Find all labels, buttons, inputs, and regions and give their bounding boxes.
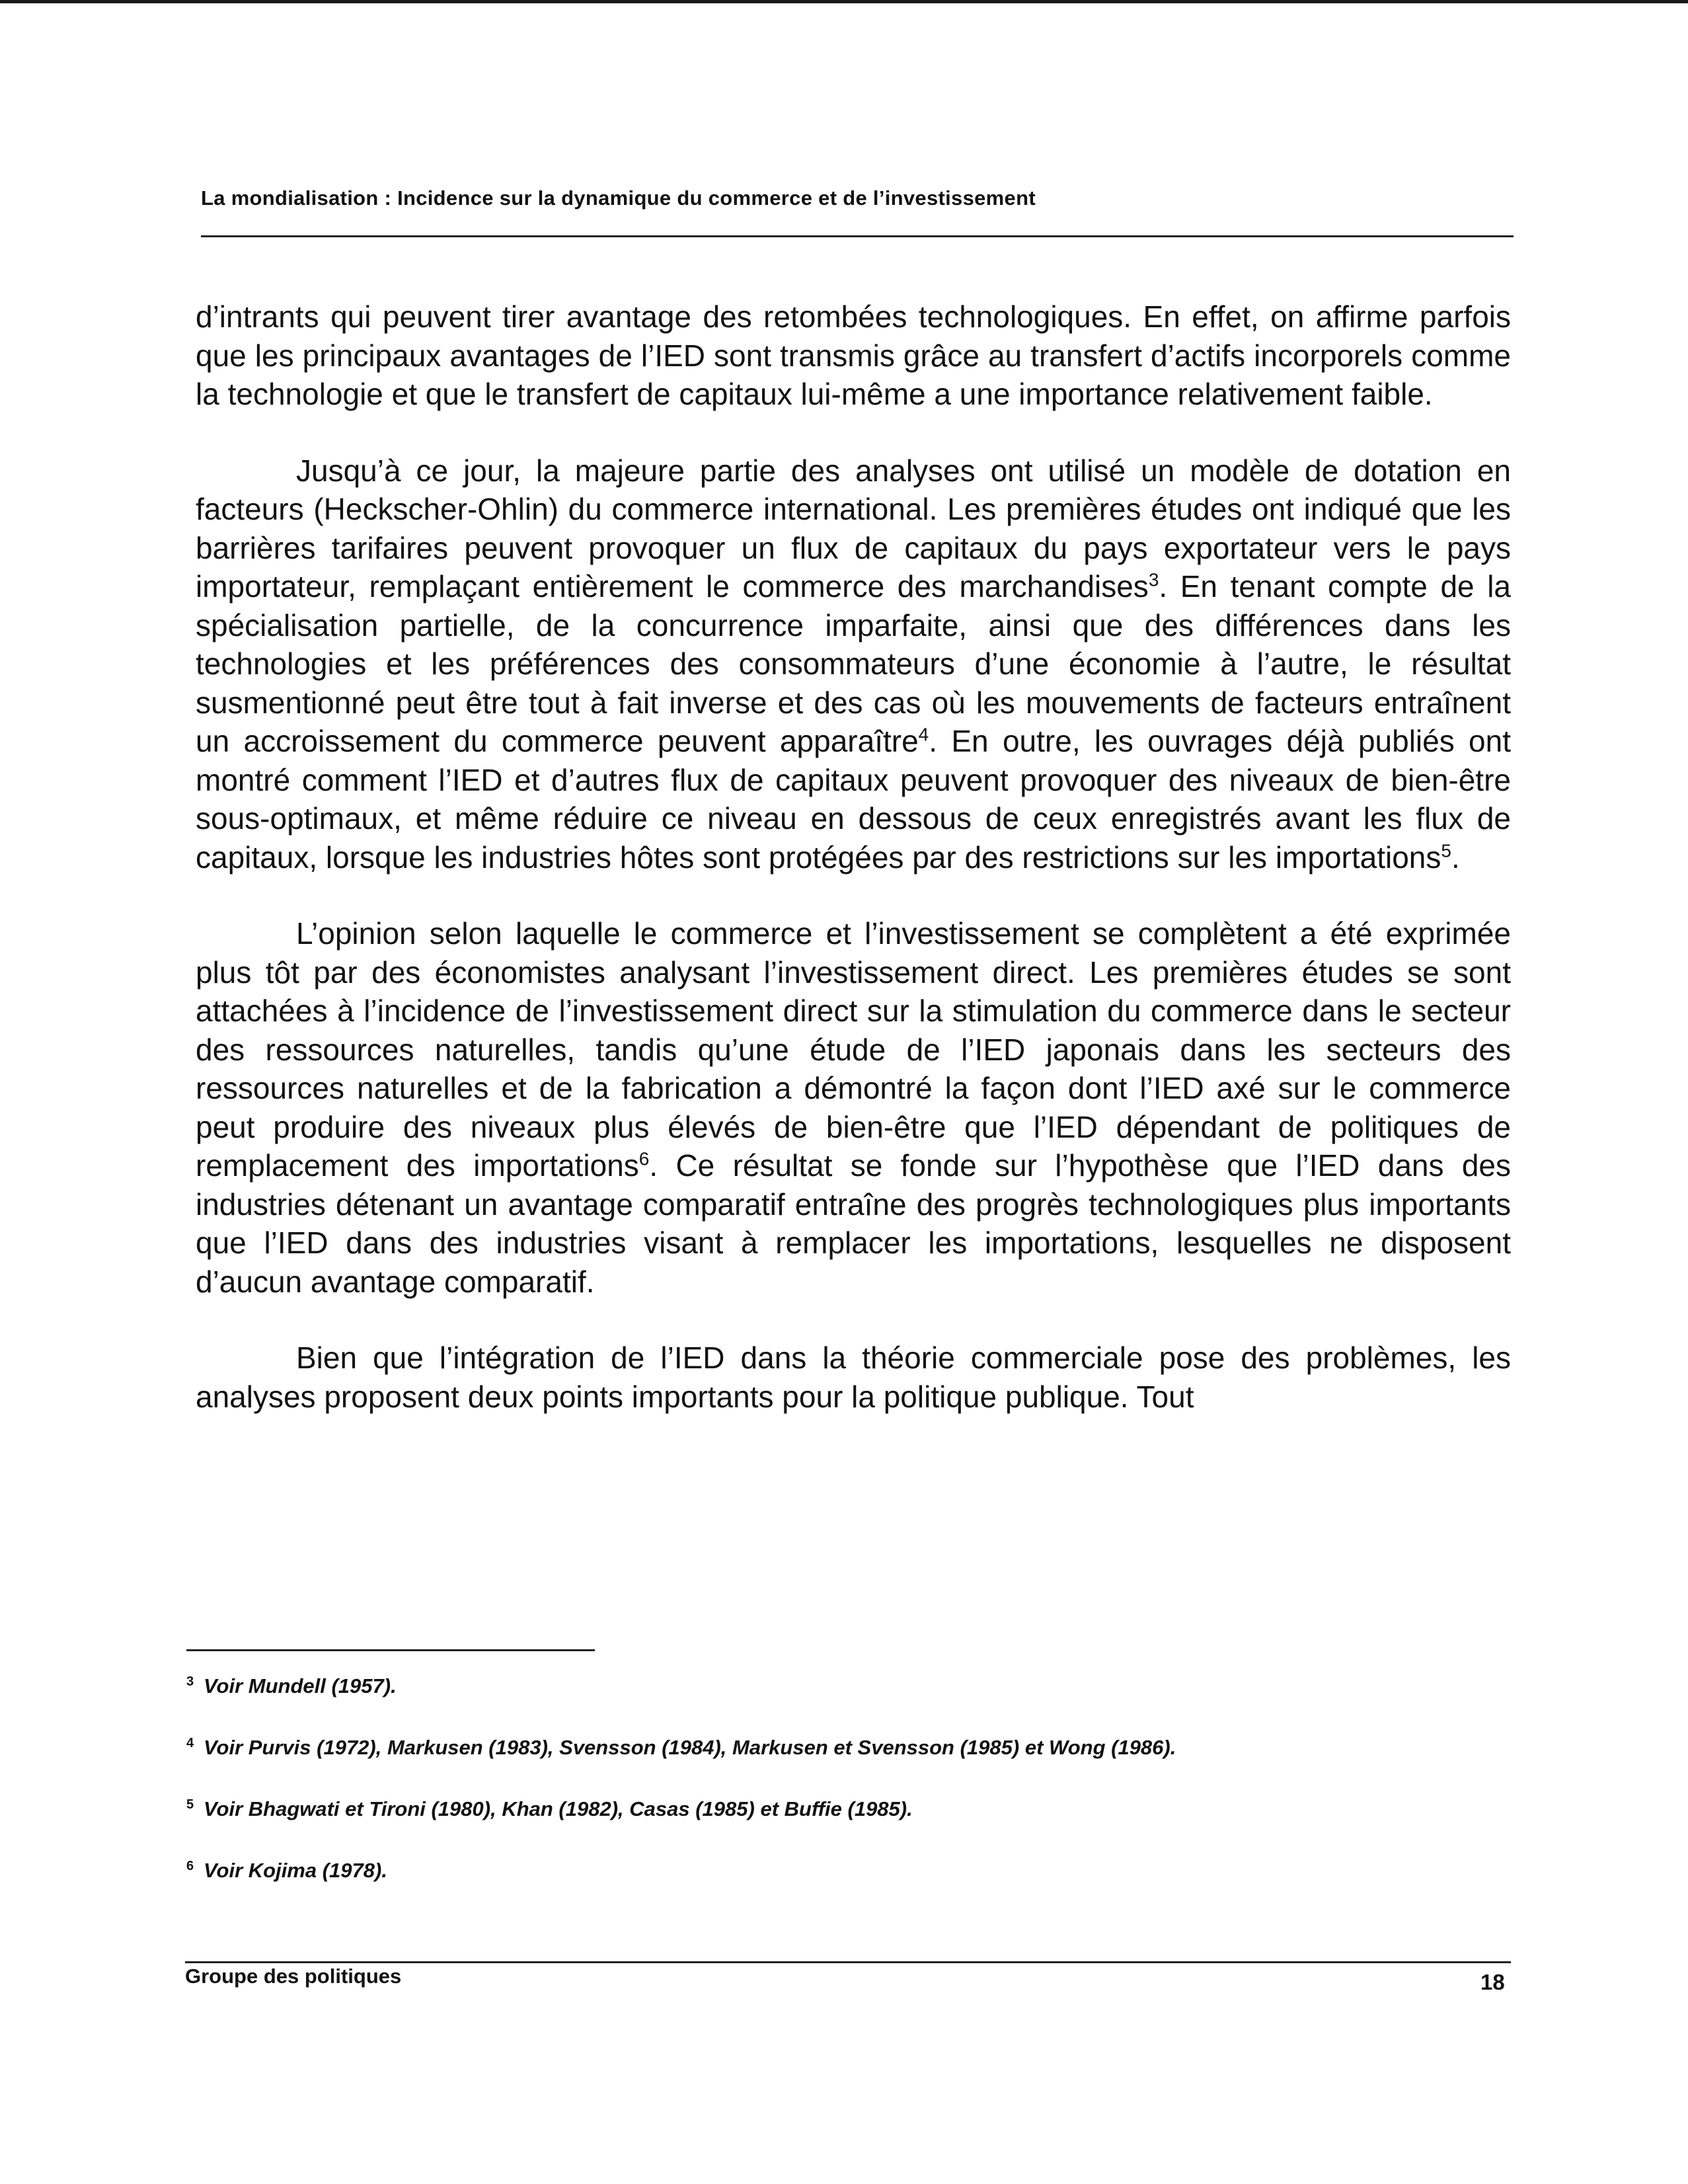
footnote-text: Voir Kojima (1978). (204, 1859, 387, 1882)
paragraph-2-text-b: . En tenant compte de la spécialisation partielle, de la concurrence imparfaite, ainsi que des différences dans les technologies et les préférences des consommateurs d’une économie à l’autre, le résultat susmentionné peut être tout à fait inverse et des cas où les mouvements de facteurs entraînent un accroissement du commerce peuvent apparaître (196, 569, 1511, 758)
top-border-rule (0, 0, 1688, 3)
footnote-number: 4 (186, 1736, 194, 1750)
footnote-ref-6: 6 (638, 1148, 650, 1169)
footnote-text: Voir Bhagwati et Tironi (1980), Khan (1982), Casas (1985) et Buffie (1985). (204, 1797, 913, 1820)
footnote-ref-3: 3 (1148, 569, 1159, 590)
paragraph-3-text-a: L’opinion selon laquelle le commerce et l’investissement se complètent a été exprimée plus tôt par des économistes analysant l’investissement direct. Les premières études se sont attachées à l’incidence de l’investissement direct sur la stimulation du commerce dans le secteur des ressources naturelles, tandis qu’une étude de l’IED japonais dans les secteurs des ressources naturelles et de la fabrication a démontré la façon dont l’IED axé sur le commerce peut produire des niveaux plus élevés de bien-être que l’IED dépendant de politiques de remplacement des importations (196, 916, 1511, 1183)
paragraph-4: Bien que l’intégration de l’IED dans la théorie commerciale pose des problèmes, les analyses proposent deux points importants pour la politique publique. Tout (196, 1341, 1511, 1414)
footnote-6 (186, 1859, 1508, 1920)
body-text (196, 297, 1511, 1454)
footnote-separator (186, 1649, 595, 1651)
paragraph-2-text-c: . En outre, les ouvrages déjà publiés ont montré comment l’IED et d’autres flux de capitaux peuvent provoquer des niveaux de bien-être sous-optimaux, et même réduire ce niveau en dessous de ceux enregistrés avant les flux de capitaux, lorsque les industries hôtes sont protégées par des restrictions sur les importations (196, 724, 1511, 875)
footnote-number: 6 (186, 1859, 194, 1873)
paragraph-2-text-a: Jusqu’à ce jour, la majeure partie des analyses ont utilisé un modèle de dotation en facteurs (Heckscher-Ohlin) du commerce international. Les premières études ont indiqué que les barrières tarifaires peuvent provoquer un flux de capitaux du pays exportateur vers le pays importateur, remplaçant entièrement le commerce des marchandises (196, 453, 1511, 604)
footer-group-name: Groupe des politiques (185, 1965, 402, 1988)
footnote-4 (186, 1736, 1508, 1797)
footnote-number: 5 (186, 1797, 194, 1812)
footnote-text: Voir Purvis (1972), Markusen (1983), Svensson (1984), Markusen et Svensson (1985) et Wong (1986). (204, 1736, 1176, 1759)
paragraph-3-text-b: . Ce résultat se fonde sur l’hypothèse que l’IED dans des industries détenant un avantage comparatif entraîne des progrès technologiques plus importants que l’IED dans des industries visant à remplacer les importations, lesquelles ne disposent d’aucun avantage comparatif. (196, 1148, 1511, 1299)
footnotes (186, 1674, 1508, 1920)
paragraph-2 (196, 451, 1511, 877)
paragraph-2-text-d: . (1451, 839, 1460, 875)
header-rule (201, 235, 1514, 237)
running-header: La mondialisation : Incidence sur la dynamique du commerce et de l’investissement (201, 186, 1036, 210)
paragraph-1: d’intrants qui peuvent tirer avantage des retombées technologiques. En effet, on affirme parfois que les principaux avantages de l’IED sont transmis grâce au transfert d’actifs incorporels comme la technologie et que le transfert de capitaux lui-même a une importance relativement faible. (196, 299, 1511, 411)
paragraph-3 (196, 914, 1511, 1301)
page-number: 18 (1480, 1970, 1505, 1994)
footnote-text: Voir Mundell (1957). (204, 1674, 397, 1697)
footer-rule (185, 1961, 1511, 1963)
footnote-3 (186, 1674, 1508, 1736)
footnote-ref-4: 4 (918, 724, 929, 745)
footnote-5 (186, 1797, 1508, 1859)
footnote-number: 3 (186, 1674, 194, 1689)
footnote-ref-5: 5 (1441, 840, 1451, 861)
